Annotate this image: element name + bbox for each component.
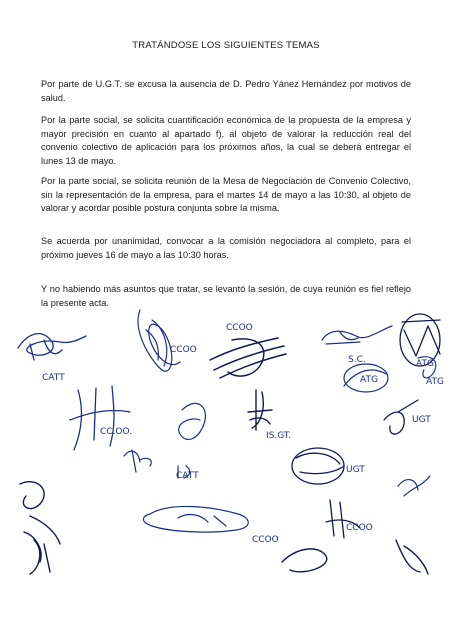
signature-4 [322,326,392,344]
signature-8 [248,390,272,430]
signature-label-13: CCOO [252,535,279,545]
paragraph-economic-quantification: Por la parte social, se solicita cuantificación económica de la propuesta de la empresa y mayor precisión en cuanto al apartado f), al objeto de valorar la reducción real del convenio colectivo de aplicación para los próximos años, la cual se deberá entregar el lunes 13 de mayo. [41,115,411,166]
signature-17 [144,506,249,532]
signature-label-12: UGT [346,465,365,475]
signature-label-6: ATG [360,375,378,385]
signature-label-6b: ATG [426,377,444,387]
signature-label-14: CCOO [346,523,373,533]
signature-label-7: CC.OO. [100,427,133,437]
signature-3 [210,338,286,378]
signatures-area [0,300,452,640]
signature-12 [124,450,151,472]
signature-label-5: ATG [416,359,434,369]
signature-1 [18,334,86,360]
signature-14 [292,448,344,484]
paragraph-negotiation-meeting: Por la parte social, se solicita reunión de la Mesa de Negociación de Convenio Colectivo, sin la representación de la empresa, para el martes 14 de mayo a las 10:30, al objeto de valorar y acordar posible postura conjunta sobre la misma. [41,176,411,213]
signature-label-2: CCOO [170,345,197,355]
signature-15 [398,476,430,496]
signature-7 [179,403,206,439]
signature-label-1: CATT [42,373,65,383]
signature-label-11: CATT [176,471,199,481]
paragraph-unanimous-agreement: Se acuerda por unanimidad, convocar a la comisión negociadora al completo, para el próximo jueves 16 de mayo a las 10:30 horas. [41,236,411,260]
signature-label-3: CCOO [226,323,253,333]
signature-6 [70,386,133,450]
signature-label-8: IS.GT. [266,431,292,441]
document-title: TRATÁNDOSE LOS SIGUIENTES TEMAS [132,40,320,51]
signature-2 [138,310,180,371]
paragraph-closing: Y no habiendo más asuntos que tratar, se levantó la sesión, de cuya reunión es fiel reflejo la presente acta. [41,284,411,308]
signature-label-10: UGT [412,415,431,425]
signature-label-4: S.C. [348,355,366,365]
signature-19 [30,540,428,574]
paragraph-ugt-absence: Por parte de U.G.T. se excusa la ausencia de D. Pedro Yánez Hernández por motivos de salud. [41,79,411,103]
